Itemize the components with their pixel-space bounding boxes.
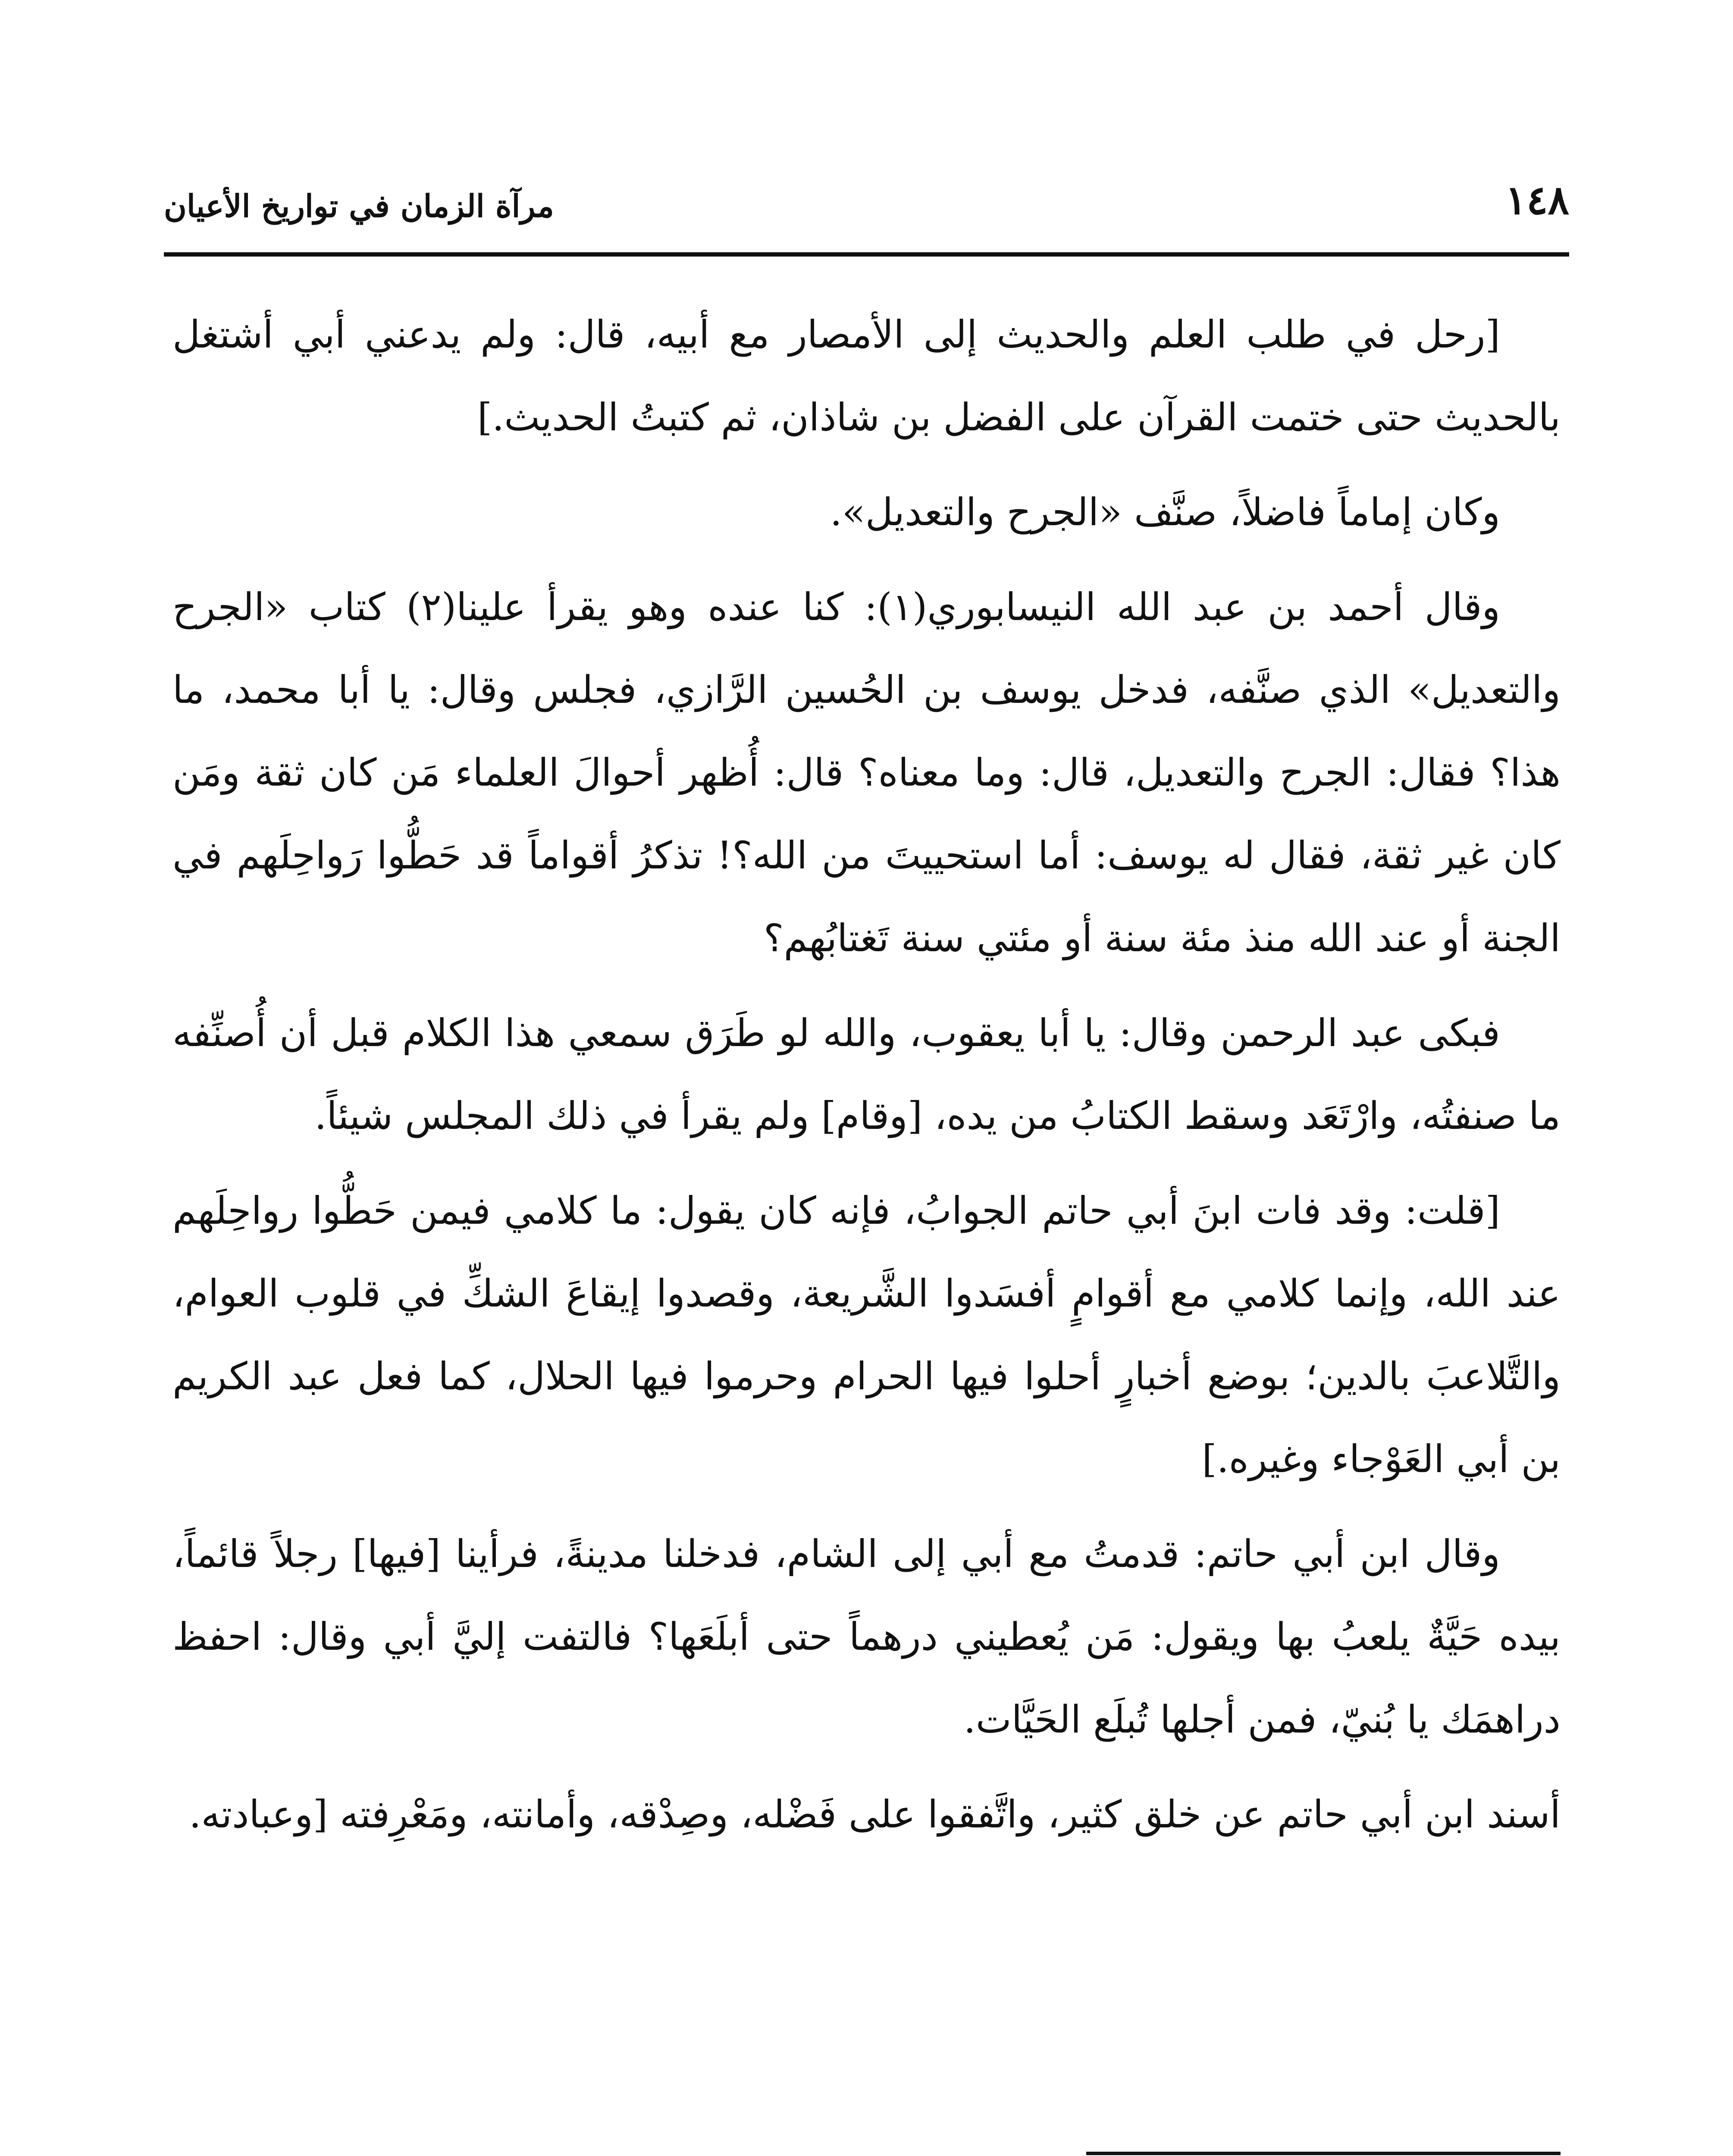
paragraph: وكان إماماً فاضلاً، صنَّف «الجرح والتعديل». — [830, 490, 1500, 534]
paragraph: أسند ابن أبي حاتم عن خلق كثير، واتَّفقوا على فَضْله، وصِدْقه، وأمانته، ومَعْرِفته [وعبادته. — [189, 1792, 1561, 1836]
page-number: ١٤٨ — [1505, 177, 1569, 223]
header-rule — [164, 252, 1569, 257]
running-title: مرآة الزمان في تواريخ الأعيان — [164, 188, 554, 224]
paragraph: وقال أحمد بن عبد الله النيسابوري(١): كنا عنده وهو يقرأ علينا(٢) كتاب «الجرح والتعديل» الذي صنَّفه، فدخل يوسف بن الحُسين الرَّازي، فجلس وقال: يا أبا محمد، ما هذا؟ فقال: الجرح والتعديل، قال: وما معناه؟ قال: أُظهر أحوالَ العلماء مَن كان ثقة ومَن كان غير ثقة، فقال له يوسف: أما استحييتَ من الله؟! تذكرُ أقواماً قد حَطُّوا رَواحِلَهم في الجنة أو عند الله منذ مئة سنة أو مئتي سنة تَغتابُهم؟ — [172, 585, 1561, 960]
paragraph: [رحل في طلب العلم والحديث إلى الأمصار مع أبيه، قال: ولم يدعني أبي أشتغل بالحديث حتى ختمت القرآن على الفضل بن شاذان، ثم كتبتُ الحديث.] — [172, 312, 1561, 439]
paragraph: [قلت: وقد فات ابنَ أبي حاتم الجوابُ، فإنه كان يقول: ما كلامي فيمن حَطُّوا رواحِلَهم عند الله، وإنما كلامي مع أقوامٍ أفسَدوا الشَّريعة، وقصدوا إيقاعَ الشكِّ في قلوب العوام، والتَّلاعبَ بالدين؛ بوضع أخبارٍ أحلوا فيها الحرام وحرموا فيها الحلال، كما فعل عبد الكريم بن أبي العَوْجاء وغيره.] — [172, 1188, 1561, 1481]
paragraph: فبكى عبد الرحمن وقال: يا أبا يعقوب، والله لو طَرَق سمعي هذا الكلام قبل أن أُصنِّفه ما صنفتُه، وارْتَعَد وسقط الكتابُ من يده، [وقام] ولم يقرأ في ذلك المجلس شيئاً. — [172, 1011, 1561, 1138]
paragraph: وقال ابن أبي حاتم: قدمتُ مع أبي إلى الشام، فدخلنا مدينةً، فرأينا [فيها] رجلاً قائماً، بيده حَيَّةٌ يلعبُ بها ويقول: مَن يُعطيني درهماً حتى أبلَعَها؟ فالتفت إليَّ أبي وقال: احفظ دراهمَك يا بُنيّ، فمن أجلها تُبلَع الحَيَّات. — [172, 1532, 1561, 1742]
main-text — [172, 293, 1561, 2087]
footnote-separator — [1086, 2152, 1561, 2155]
page-header — [164, 164, 1569, 250]
